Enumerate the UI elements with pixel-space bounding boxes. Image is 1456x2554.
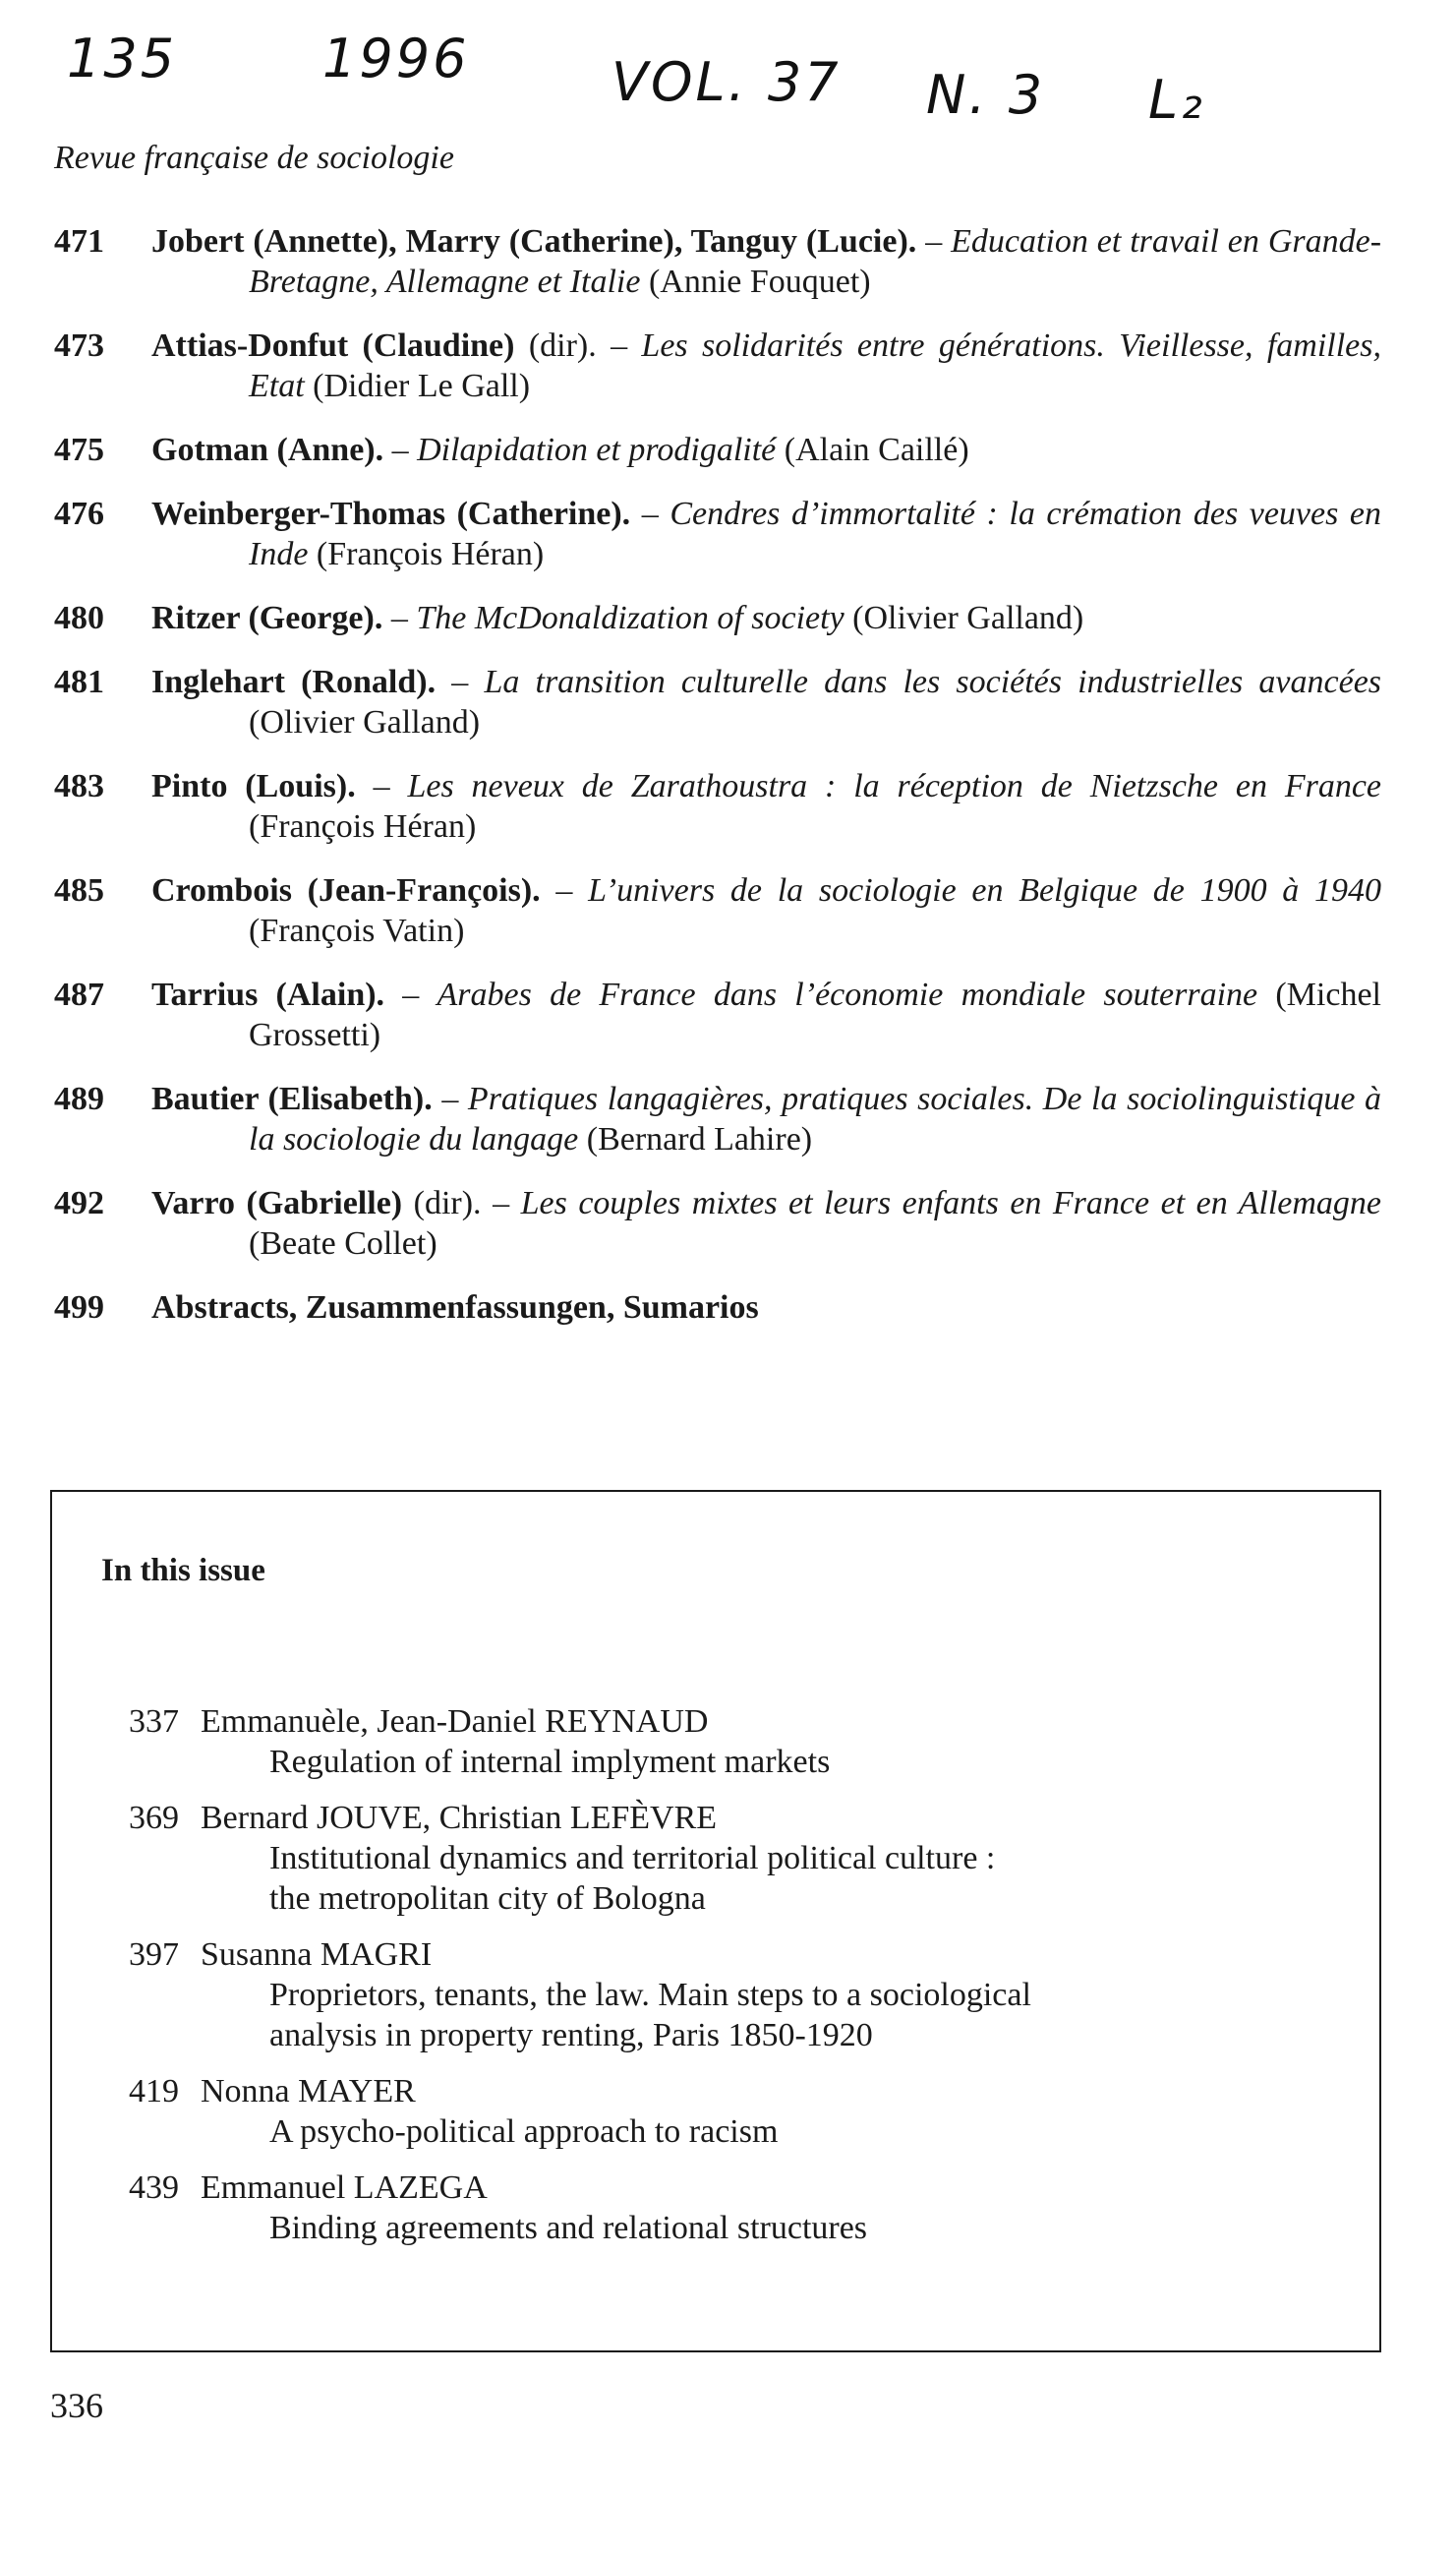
review-reviewer: (Alain Caillé) bbox=[784, 432, 969, 468]
review-dir: (dir). bbox=[413, 1185, 482, 1221]
issue-article-title: Institutional dynamics and territorial political culture : the metropolitan city of Bologna bbox=[269, 1840, 996, 1917]
review-author: Bautier (Elisabeth). bbox=[151, 1081, 433, 1117]
issue-article-authors: Emmanuel LAZEGA bbox=[201, 2169, 488, 2206]
page-number: 336 bbox=[50, 2386, 103, 2425]
review-page-number: 476 bbox=[54, 496, 104, 532]
issue-article bbox=[118, 2071, 1298, 2152]
review-entry bbox=[54, 766, 1381, 847]
review-title: Les couples mixtes et leurs enfants en France et en Allemagne bbox=[520, 1185, 1382, 1221]
issue-article-title: Proprietors, tenants, the law. Main steps to a sociological analysis in property renting, Paris 1850-1920 bbox=[269, 1977, 1031, 2053]
review-dash: – bbox=[925, 223, 943, 260]
handwritten-mark: L₂ bbox=[1148, 69, 1205, 131]
review-entry bbox=[54, 494, 1381, 574]
review-author: Attias-Donfut (Claudine) bbox=[151, 327, 515, 364]
review-page-number: 485 bbox=[54, 872, 104, 909]
review-title: Cendres d’immortalité : la crémation des veuves en Inde bbox=[249, 496, 1381, 572]
review-dash: – bbox=[451, 664, 469, 700]
review-reviewer: (François Héran) bbox=[249, 808, 477, 845]
review-body bbox=[151, 430, 1381, 470]
review-reviewer: (Michel Grossetti) bbox=[249, 977, 1381, 1053]
review-reviewer: (Didier Le Gall) bbox=[313, 368, 531, 404]
review-title: The McDonaldization of society bbox=[416, 600, 844, 636]
issue-article-list bbox=[118, 1701, 1298, 2264]
review-dash: – bbox=[641, 496, 659, 532]
review-page-number: 492 bbox=[54, 1185, 104, 1221]
review-body bbox=[151, 1079, 1381, 1159]
issue-article-page: 369 bbox=[129, 1800, 179, 1836]
review-reviewer: (Olivier Galland) bbox=[249, 704, 481, 741]
review-author: Varro (Gabrielle) bbox=[151, 1185, 403, 1221]
review-dash: – bbox=[493, 1185, 510, 1221]
review-title: Pratiques langagières, pratiques sociales. De la sociolinguistique à la sociologie du langage bbox=[249, 1081, 1382, 1158]
issue-article-authors: Emmanuèle, Jean-Daniel REYNAUD bbox=[201, 1703, 709, 1740]
review-page-number: 487 bbox=[54, 977, 104, 1013]
issue-article-authors: Bernard JOUVE, Christian LEFÈVRE bbox=[201, 1800, 718, 1836]
review-page-number: 483 bbox=[54, 768, 104, 804]
review-author: Pinto (Louis). bbox=[151, 768, 356, 804]
issue-article-page: 337 bbox=[129, 1703, 179, 1740]
review-entry bbox=[54, 326, 1381, 406]
issue-article-authors: Nonna MAYER bbox=[201, 2073, 416, 2109]
review-reviewer: (François Vatin) bbox=[249, 913, 465, 949]
review-body bbox=[151, 221, 1381, 302]
issue-article-title: A psycho-political approach to racism bbox=[269, 2113, 779, 2150]
review-body bbox=[151, 1287, 1381, 1328]
issue-article bbox=[118, 1701, 1298, 1782]
review-author: Gotman (Anne). bbox=[151, 432, 384, 468]
issue-box-heading: In this issue bbox=[101, 1553, 265, 1588]
review-entry bbox=[54, 1287, 1381, 1328]
review-entry bbox=[54, 870, 1381, 951]
review-dash: – bbox=[441, 1081, 459, 1117]
review-dash: – bbox=[611, 327, 628, 364]
review-entry bbox=[54, 1183, 1381, 1264]
handwritten-volume: VOL. 37 bbox=[612, 51, 842, 113]
review-reviewer: (Olivier Galland) bbox=[852, 600, 1084, 636]
review-page-number: 473 bbox=[54, 327, 104, 364]
review-body bbox=[151, 766, 1381, 847]
review-author: Crombois (Jean-François). bbox=[151, 872, 541, 909]
issue-article-page: 397 bbox=[129, 1936, 179, 1973]
review-body bbox=[151, 975, 1381, 1055]
journal-title: Revue française de sociologie bbox=[54, 140, 454, 176]
review-body bbox=[151, 870, 1381, 951]
review-page-number: 499 bbox=[54, 1289, 104, 1326]
review-reviewer: (François Héran) bbox=[316, 536, 545, 572]
review-entry bbox=[54, 1079, 1381, 1159]
review-dash: – bbox=[373, 768, 390, 804]
review-entry bbox=[54, 221, 1381, 302]
issue-article-title: Binding agreements and relational structures bbox=[269, 2210, 868, 2246]
review-author: Jobert (Annette), Marry (Catherine), Tanguy (Lucie). bbox=[151, 223, 917, 260]
review-author: Tarrius (Alain). bbox=[151, 977, 385, 1013]
review-dir: (dir). bbox=[528, 327, 597, 364]
review-title: Les neveux de Zarathoustra : la réception de Nietzsche en France bbox=[407, 768, 1382, 804]
review-page-number: 475 bbox=[54, 432, 104, 468]
review-reviewer: (Bernard Lahire) bbox=[586, 1121, 813, 1158]
review-page-number: 471 bbox=[54, 223, 104, 260]
review-body bbox=[151, 662, 1381, 742]
issue-article bbox=[118, 1934, 1298, 2055]
review-author: Abstracts, Zusammenfassungen, Sumarios bbox=[151, 1289, 759, 1326]
review-page-number: 480 bbox=[54, 600, 104, 636]
issue-article-title: Regulation of internal implyment markets bbox=[269, 1744, 831, 1780]
issue-article-page: 419 bbox=[129, 2073, 179, 2109]
issue-article-page: 439 bbox=[129, 2169, 179, 2206]
review-title: La transition culturelle dans les sociétés industrielles avancées bbox=[484, 664, 1382, 700]
review-page-number: 489 bbox=[54, 1081, 104, 1117]
review-dash: – bbox=[555, 872, 573, 909]
review-entry bbox=[54, 662, 1381, 742]
review-list bbox=[54, 221, 1381, 1351]
issue-article bbox=[118, 1798, 1298, 1919]
handwritten-number: 135 bbox=[67, 28, 178, 89]
review-body bbox=[151, 1183, 1381, 1264]
handwritten-issue: N. 3 bbox=[926, 64, 1046, 126]
issue-article bbox=[118, 2168, 1298, 2248]
review-body bbox=[151, 494, 1381, 574]
review-body bbox=[151, 598, 1381, 638]
review-author: Ritzer (George). bbox=[151, 600, 383, 636]
review-reviewer: (Beate Collet) bbox=[249, 1225, 437, 1262]
review-title: Education et travail en Grande-Bretagne, Allemagne et Italie bbox=[249, 223, 1382, 300]
review-entry bbox=[54, 598, 1381, 638]
review-title: L’univers de la sociologie en Belgique de 1900 à 1940 bbox=[588, 872, 1382, 909]
review-title: Dilapidation et prodigalité bbox=[417, 432, 777, 468]
review-dash: – bbox=[390, 600, 408, 636]
review-page-number: 481 bbox=[54, 664, 104, 700]
review-body bbox=[151, 326, 1381, 406]
review-author: Weinberger-Thomas (Catherine). bbox=[151, 496, 631, 532]
review-dash: – bbox=[402, 977, 420, 1013]
review-title: Arabes de France dans l’économie mondiale souterraine bbox=[437, 977, 1258, 1013]
review-entry bbox=[54, 430, 1381, 470]
review-author: Inglehart (Ronald). bbox=[151, 664, 437, 700]
review-entry bbox=[54, 975, 1381, 1055]
review-dash: – bbox=[391, 432, 409, 468]
review-reviewer: (Annie Fouquet) bbox=[648, 264, 871, 300]
handwritten-year: 1996 bbox=[322, 28, 470, 89]
issue-box bbox=[50, 1490, 1381, 2352]
review-title: Les solidarités entre générations. Vieillesse, familles, Etat bbox=[249, 327, 1381, 404]
issue-article-authors: Susanna MAGRI bbox=[201, 1936, 433, 1973]
